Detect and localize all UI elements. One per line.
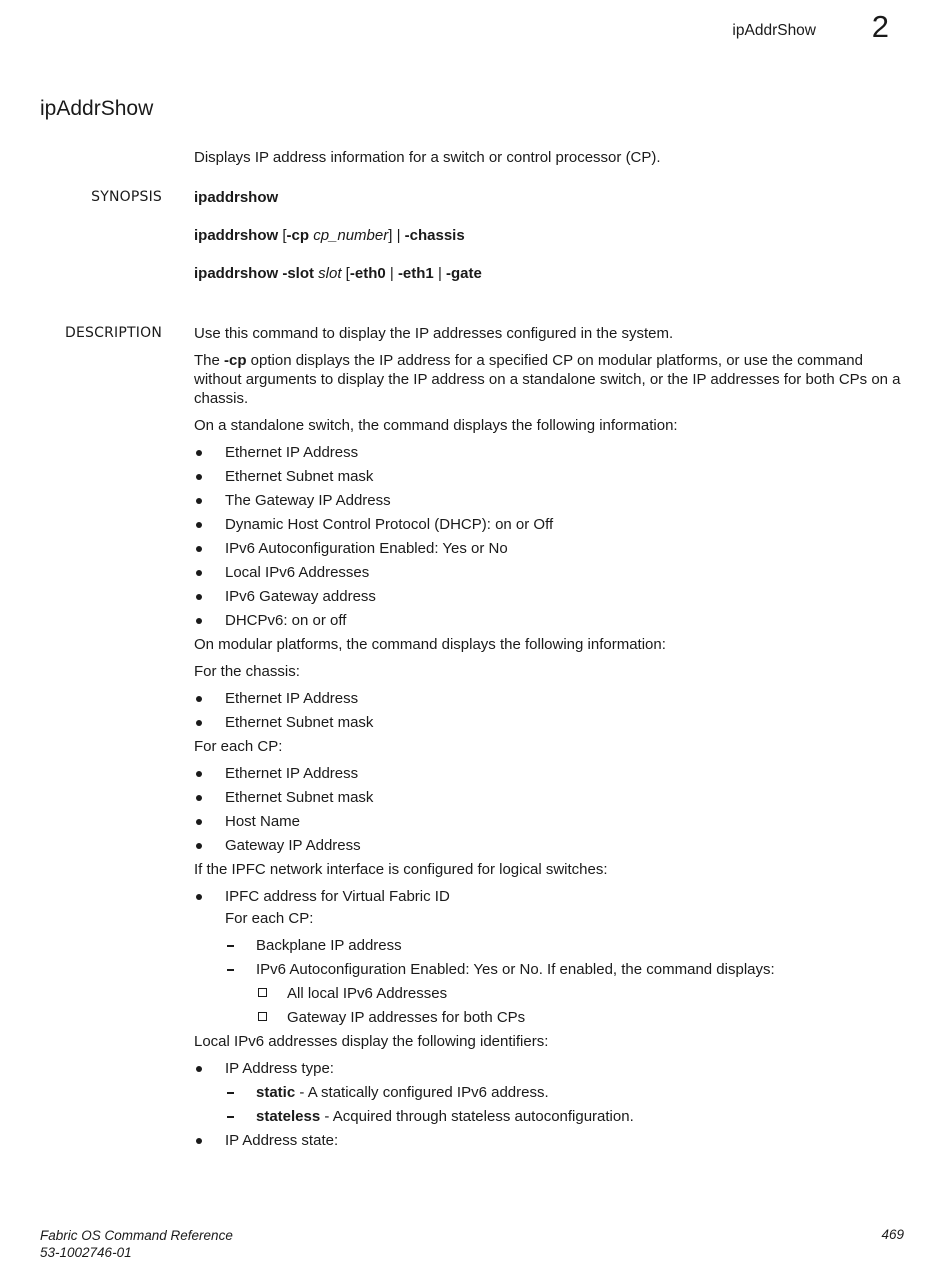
description-paragraph: On modular platforms, the command displays the following information:	[194, 636, 666, 653]
footer-doc-id: 53-1002746-01	[40, 1245, 132, 1260]
list-item	[194, 467, 909, 486]
synopsis-command: ipaddrshow	[194, 227, 279, 244]
ipfc-info-list	[194, 887, 909, 1027]
synopsis-command: ipaddrshow -slot	[194, 265, 314, 282]
sublist-item	[225, 960, 909, 1027]
list-item	[194, 515, 909, 534]
bullet-icon	[196, 498, 202, 504]
synopsis-text: |	[385, 265, 398, 282]
list-item	[194, 1131, 909, 1150]
ipv6-sub-sublist	[256, 984, 909, 1027]
list-item-text: Ethernet Subnet mask	[225, 714, 374, 731]
running-header-title: ipAddrShow	[732, 22, 816, 39]
paragraph-text: option displays the IP address for a specified CP on modular platforms, or use the command without arguments to display the IP address on a standalone switch, or the IP addresses for both CPs on a chassis.	[194, 352, 901, 407]
list-item	[194, 812, 909, 831]
synopsis-text: |	[433, 265, 447, 282]
description-paragraph: If the IPFC network interface is configured for logical switches:	[194, 861, 608, 878]
dash-icon	[227, 1092, 234, 1094]
dash-icon	[227, 969, 234, 971]
standalone-info-list	[194, 443, 909, 630]
list-item-text: Ethernet Subnet mask	[225, 468, 374, 485]
list-item-text: Gateway IP Address	[225, 837, 361, 854]
list-item	[194, 836, 909, 855]
description-label: DESCRIPTION	[65, 325, 162, 341]
bullet-icon	[196, 570, 202, 576]
synopsis-command: ipaddrshow	[194, 189, 279, 206]
list-item-text: Ethernet IP Address	[225, 765, 359, 782]
description-paragraph: On a standalone switch, the command displays the following information:	[194, 417, 678, 434]
list-item	[194, 539, 909, 558]
bullet-icon	[196, 843, 202, 849]
synopsis-argument: cp_number	[313, 227, 389, 244]
synopsis-label: SYNOPSIS	[91, 189, 162, 205]
sublist-item-text: Backplane IP address	[256, 937, 402, 954]
address-type-desc: - Acquired through stateless autoconfiguration.	[320, 1108, 634, 1125]
chassis-info-list	[194, 689, 909, 732]
address-type-term: static	[256, 1084, 296, 1101]
list-item	[194, 611, 909, 630]
list-item-text: The Gateway IP Address	[225, 492, 391, 509]
list-item	[194, 563, 909, 582]
sublist-item	[225, 1107, 909, 1126]
synopsis-line-2	[194, 227, 465, 244]
synopsis-text: [	[278, 227, 287, 244]
list-item	[194, 764, 909, 783]
address-type-desc: - A statically configured IPv6 address.	[295, 1084, 549, 1101]
bullet-icon	[196, 771, 202, 777]
list-item-text: IPv6 Gateway address	[225, 588, 376, 605]
sub-sublist-item-text: Gateway IP addresses for both CPs	[287, 1009, 526, 1026]
address-type-sublist	[225, 1083, 909, 1126]
list-item-text: IP Address state:	[225, 1132, 339, 1149]
list-item	[194, 788, 909, 807]
list-item	[194, 443, 909, 462]
synopsis-option: -eth0	[349, 265, 386, 282]
synopsis-argument: slot	[318, 265, 342, 282]
bullet-icon	[196, 594, 202, 600]
synopsis-text: ] |	[388, 227, 405, 244]
dash-icon	[227, 1116, 234, 1118]
bullet-icon	[196, 522, 202, 528]
list-item-text: Dynamic Host Control Protocol (DHCP): on or Off	[225, 516, 554, 533]
bullet-icon	[196, 450, 202, 456]
synopsis-option: -gate	[446, 265, 482, 282]
synopsis-line-1	[194, 189, 278, 206]
bullet-icon	[196, 1066, 202, 1072]
bullet-icon	[196, 795, 202, 801]
description-paragraph: Use this command to display the IP addresses configured in the system.	[194, 325, 674, 342]
synopsis-line-3	[194, 265, 482, 282]
sublist-item-text: IPv6 Autoconfiguration Enabled: Yes or No. If enabled, the command displays:	[256, 961, 775, 978]
synopsis-option: -cp	[286, 227, 310, 244]
list-item-text: Host Name	[225, 813, 301, 830]
footer-page-number: 469	[881, 1227, 904, 1242]
paragraph-text: The	[194, 352, 225, 369]
bullet-icon	[196, 720, 202, 726]
description-paragraph	[194, 351, 909, 408]
description-paragraph: For the chassis:	[194, 663, 300, 680]
cp-option: -cp	[224, 352, 247, 369]
synopsis-text: [	[341, 265, 350, 282]
page-title: ipAddrShow	[40, 97, 154, 120]
list-item-text: Ethernet IP Address	[225, 444, 359, 461]
description-paragraph: Local IPv6 addresses display the following identifiers:	[194, 1033, 549, 1050]
bullet-icon	[196, 1138, 202, 1144]
list-item	[194, 1059, 909, 1126]
list-item	[194, 887, 909, 1027]
address-type-term: stateless	[256, 1108, 321, 1125]
bullet-icon	[196, 618, 202, 624]
description-paragraph: For each CP:	[194, 738, 283, 755]
ipfc-cp-sublist	[225, 936, 909, 1027]
list-item	[194, 713, 909, 732]
square-bullet-icon	[258, 988, 267, 997]
sub-sublist-item	[256, 984, 909, 1003]
list-item-text: Local IPv6 Addresses	[225, 564, 370, 581]
list-item	[194, 587, 909, 606]
footer-book-title: Fabric OS Command Reference	[40, 1228, 233, 1243]
dash-icon	[227, 945, 234, 947]
list-item	[194, 491, 909, 510]
square-bullet-icon	[258, 1012, 267, 1021]
list-item-text: IP Address type:	[225, 1060, 334, 1077]
footer-book-info	[40, 1227, 233, 1261]
sub-paragraph: For each CP:	[225, 910, 314, 927]
sublist-item	[225, 1083, 909, 1102]
list-item-text: IPv6 Autoconfiguration Enabled: Yes or No	[225, 540, 508, 557]
command-summary: Displays IP address information for a switch or control processor (CP).	[194, 149, 661, 166]
bullet-icon	[196, 546, 202, 552]
list-item	[194, 689, 909, 708]
synopsis-option: -chassis	[404, 227, 465, 244]
list-item-text: DHCPv6: on or off	[225, 612, 347, 629]
sublist-item	[225, 936, 909, 955]
list-item-text: Ethernet Subnet mask	[225, 789, 374, 806]
synopsis-option: -eth1	[397, 265, 434, 282]
cp-info-list	[194, 764, 909, 855]
chapter-number: 2	[871, 9, 889, 44]
bullet-icon	[196, 696, 202, 702]
sub-sublist-item-text: All local IPv6 Addresses	[287, 985, 448, 1002]
bullet-icon	[196, 819, 202, 825]
list-item-text: Ethernet IP Address	[225, 690, 359, 707]
sub-sublist-item	[256, 1008, 909, 1027]
bullet-icon	[196, 474, 202, 480]
description-body	[194, 324, 909, 1155]
bullet-icon	[196, 894, 202, 900]
identifier-list	[194, 1059, 909, 1150]
list-item-text: IPFC address for Virtual Fabric ID	[225, 888, 450, 905]
